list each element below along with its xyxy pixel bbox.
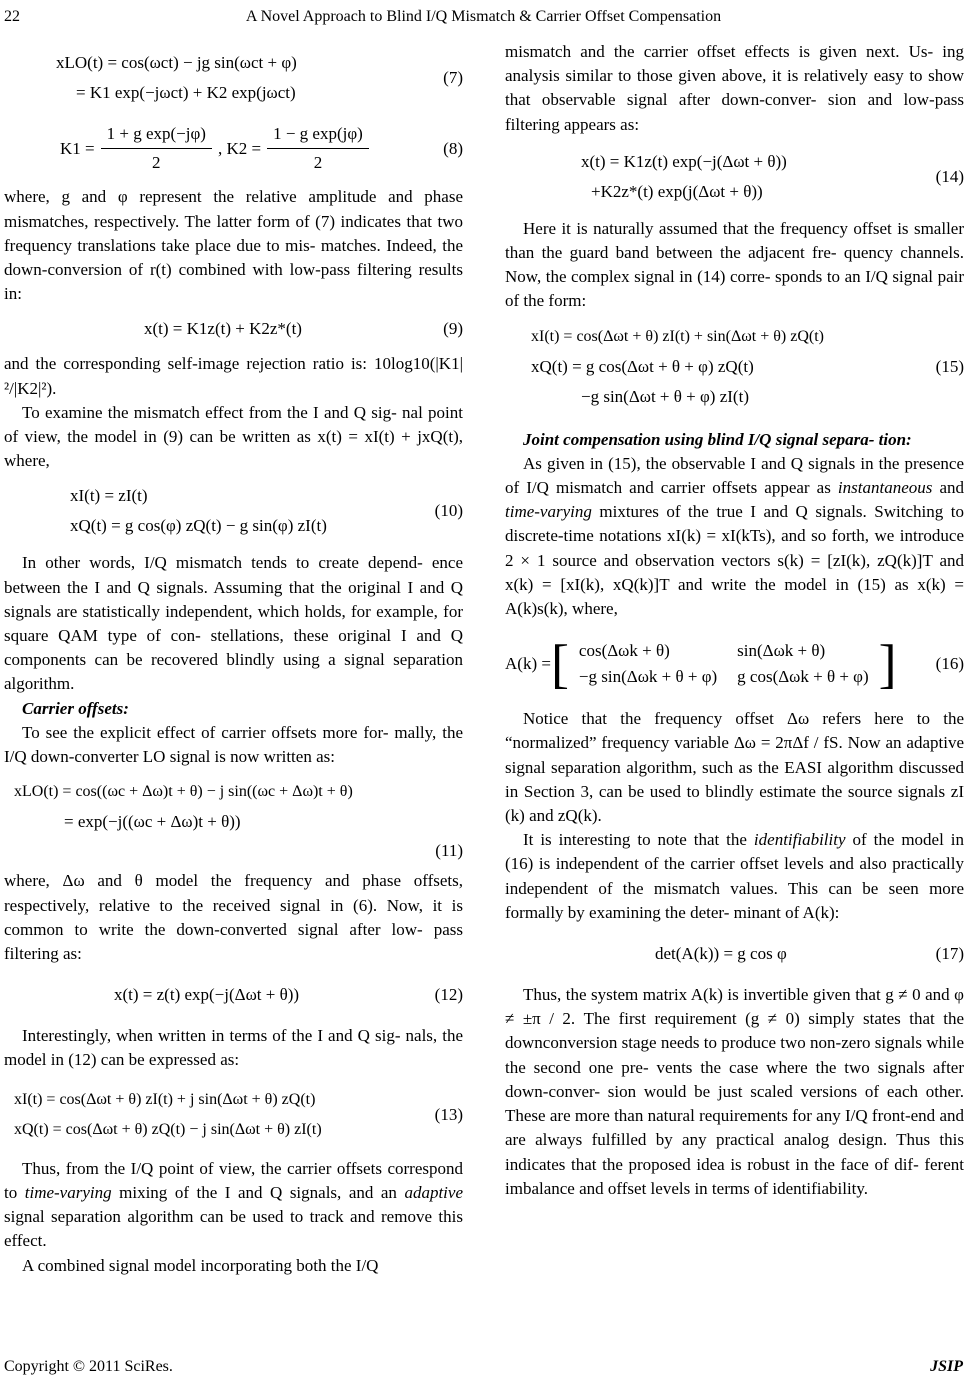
equation-8-k1-numerator: 1 + g exp(−jφ) xyxy=(101,122,212,149)
left-column xyxy=(4,40,463,1278)
left-bracket: [ xyxy=(550,634,569,695)
equation-16-lhs: A(k) = xyxy=(505,654,551,674)
paragraph: and the corresponding self-image rejection ratio is: 10log10(|K1|²/|K2|²). xyxy=(4,354,463,398)
equation-8-k2-numerator: 1 − g exp(jφ) xyxy=(267,122,369,149)
equation-17 xyxy=(505,939,964,969)
emphasis-text: instantaneous xyxy=(837,478,933,498)
paragraph-text: and xyxy=(932,478,964,498)
matrix-cell: −g sin(Δωk + θ + φ) xyxy=(578,667,718,687)
equation-8-k1-fraction xyxy=(101,122,212,175)
equation-12-line: x(t) = z(t) exp(−j(Δωt + θ)) xyxy=(114,985,300,1005)
equation-12-number: (12) xyxy=(434,985,463,1005)
emphasis-text: time-varying xyxy=(505,502,592,522)
right-column xyxy=(505,40,964,1201)
matrix-a xyxy=(550,634,897,695)
equation-13-line-1: xI(t) = cos(Δωt + θ) zI(t) + j sin(Δωt + θ) zQ(t) xyxy=(14,1090,316,1108)
equation-14-number: (14) xyxy=(935,166,964,186)
equation-8-k1-lhs: K1 = xyxy=(60,138,95,158)
paragraph: Thus, the system matrix A(k) is invertible given that g ≠ 0 and φ ≠ ±π / 2. The first requirement (g ≠ 0) simply states that the downconversion stage needs to produce two non-zero signals while the second one pre- vents the case where the two signals after down-conver- sion would be just scaled versions of each other. These are more than natural requirements for any I/Q front-end and are always fulfilled by any practical analog design. Thus this indicates that the proposed idea is robust in the face of dif- ferent imbalance and offset levels in terms of identifiability. xyxy=(505,985,964,1198)
paragraph: where, g and φ represent the relative amplitude and phase mismatches, respectively. The latter form of (7) indicates that two frequency translations take place due to mis- matches. Indeed, the down-conversion of r(t) combined with low-pass filtering results in: xyxy=(4,187,463,304)
emphasis-text: identifiability xyxy=(753,830,846,850)
emphasis-text: adaptive xyxy=(404,1182,463,1202)
paragraph xyxy=(505,828,964,925)
right-bracket: ] xyxy=(878,634,897,695)
equation-15-line-3: −g sin(Δωt + θ + φ) zI(t) xyxy=(581,386,749,406)
equation-11 xyxy=(4,777,463,837)
equation-9-line: x(t) = K1z(t) + K2z*(t) xyxy=(144,319,302,339)
equation-10 xyxy=(4,481,463,541)
paragraph-text: signal separation algorithm can be used to track and remove this effect. xyxy=(4,1207,463,1251)
section-heading: Carrier offsets: xyxy=(22,698,129,718)
equation-16 xyxy=(505,634,964,695)
equation-10-line-2: xQ(t) = g cos(φ) zQ(t) − g sin(φ) zI(t) xyxy=(70,516,327,536)
equation-7-number: (7) xyxy=(443,67,463,87)
equation-12 xyxy=(4,980,463,1010)
equation-16-number: (16) xyxy=(935,654,964,674)
equation-7-line-1: xLO(t) = cos(ωct) − jg sin(ωct + φ) xyxy=(56,53,297,72)
paragraph: mismatch and the carrier offset effects is given next. Us- ing analysis similar to those given above, it is relatively easy to show that observable signal after down-conver- sion and low-pass filtering appears as: xyxy=(505,42,964,134)
matrix-table xyxy=(569,638,879,690)
equation-11-number: (11) xyxy=(435,841,463,861)
equation-7 xyxy=(4,48,463,108)
equation-14 xyxy=(505,147,964,207)
copyright-notice: Copyright © 2011 SciRes. xyxy=(4,1358,173,1375)
equation-14-line-2: +K2z*(t) exp(j(Δωt + θ)) xyxy=(591,181,763,201)
running-title: A Novel Approach to Blind I/Q Mismatch & Carrier Offset Compensation xyxy=(245,8,722,25)
matrix-cell: sin(Δωk + θ) xyxy=(737,641,826,661)
equation-9 xyxy=(4,314,463,344)
paragraph-text: mixing of the I and Q signals, and an xyxy=(111,1182,405,1202)
equation-8-k2-lhs: , K2 = xyxy=(217,138,262,158)
page-header xyxy=(0,8,967,32)
paragraph-text: mixtures of the true I and Q signals. Switching to discrete-time notations xI(k) = xI(kTs), and so forth, we introduce 2 × 1 source and observation vectors s(k) = [zI(k), zQ(k)]T and x(k) = [xI(k), xQ(k)]T and write the model in (15) as x(k) = A(k)s(k), where, xyxy=(505,502,964,619)
equation-15-number: (15) xyxy=(935,356,964,376)
paragraph xyxy=(505,452,964,621)
journal-name: JSIP xyxy=(930,1358,963,1375)
paragraph: To examine the mismatch effect from the I and Q sig- nal point of view, the model in (9) can be written as x(t) = xI(t) + jxQ(t), where, xyxy=(4,402,463,471)
paragraph-text: of the model in (16) is independent of the carrier offset levels and also practically independent of the mismatch values. This can be seen more formally by examining the deter- minant of A(k): xyxy=(505,830,964,922)
paragraph: Here it is naturally assumed that the frequency offset is smaller than the guard band between the adjacent fre- quency channels. Now, the complex signal in (14) corre- sponds to an I/Q signal pair of the form: xyxy=(505,218,964,311)
paragraph: To see the explicit effect of carrier offsets more for- mally, the I/Q down-converter LO signal is now written as: xyxy=(4,722,463,767)
equation-13-number: (13) xyxy=(434,1104,463,1124)
equation-15-line-2: xQ(t) = g cos(Δωt + θ + φ) zQ(t) xyxy=(531,356,754,376)
paragraph xyxy=(4,1157,463,1254)
equation-8-k2-denominator: 2 xyxy=(313,153,323,173)
equation-15 xyxy=(505,322,964,412)
equation-9-number: (9) xyxy=(443,319,463,339)
section-heading: Joint compensation using blind I/Q signal separa- tion: xyxy=(523,429,912,449)
paragraph-text: It is interesting to note that the xyxy=(523,830,754,850)
paragraph: In other words, I/Q mismatch tends to create depend- ence between the I and Q signals. Assuming that the original I and Q signals are statistically independent, which holds, for example, for square QAM type of con- stellations, these original I and Q components can be recovered blindly using a signal separation algorithm. xyxy=(4,553,463,694)
equation-13 xyxy=(4,1085,463,1145)
paragraph-text: As given in (15), the observable I and Q signals in the presence of I/Q mismatch and carrier offsets appear as xyxy=(505,453,964,498)
equation-8 xyxy=(4,122,463,175)
matrix-cell: cos(Δωk + θ) xyxy=(578,641,670,661)
paragraph: Interestingly, when written in terms of the I and Q sig- nals, the model in (12) can be expressed as: xyxy=(4,1026,463,1070)
emphasis-text: time-varying xyxy=(24,1182,112,1202)
paragraph-text: Thus, from the I/Q point of view, the carrier offsets correspond to xyxy=(4,1158,463,1202)
equation-11-line-2: = exp(−j((ωc + Δω)t + θ)) xyxy=(64,812,241,832)
equation-13-line-2: xQ(t) = cos(Δωt + θ) zQ(t) − j sin(Δωt + θ) zI(t) xyxy=(14,1120,322,1138)
equation-17-line: det(A(k)) = g cos φ xyxy=(655,944,787,964)
paragraph: A combined signal model incorporating both the I/Q xyxy=(22,1255,379,1275)
equation-8-k2-fraction xyxy=(267,122,369,175)
equation-17-number: (17) xyxy=(935,943,964,963)
equation-7-line-2: = K1 exp(−jωct) + K2 exp(jωct) xyxy=(76,83,296,102)
equation-14-line-1: x(t) = K1z(t) exp(−j(Δωt + θ)) xyxy=(581,151,787,171)
paragraph: Notice that the frequency offset Δω refers here to the “normalized” frequency variable Δω = 2πΔf / fS. Now an adaptive signal separation algorithm, such as the EASI algorithm discussed in Section 3, can be used to blindly estimate the source signals zI (k) and zQ(k). xyxy=(505,709,964,826)
page-number: 22 xyxy=(4,8,20,25)
matrix-cell: g cos(Δωk + θ + φ) xyxy=(737,667,869,687)
paragraph: where, Δω and θ model the frequency and phase offsets, respectively, relative to the received signal in (6). Now, it is common to write the down-converted signal after low- pass filtering as: xyxy=(4,871,463,964)
equation-10-line-1: xI(t) = zI(t) xyxy=(70,486,148,506)
equation-11-line-1: xLO(t) = cos((ωc + Δω)t + θ) − j sin((ωc + Δω)t + θ) xyxy=(14,783,353,801)
equation-15-line-1: xI(t) = cos(Δωt + θ) zI(t) + sin(Δωt + θ) zQ(t) xyxy=(531,327,824,345)
matrix-row xyxy=(569,638,879,664)
equation-10-number: (10) xyxy=(434,501,463,521)
matrix-row xyxy=(569,664,879,690)
equation-8-k1-denominator: 2 xyxy=(152,153,161,173)
equation-8-number: (8) xyxy=(443,138,463,158)
